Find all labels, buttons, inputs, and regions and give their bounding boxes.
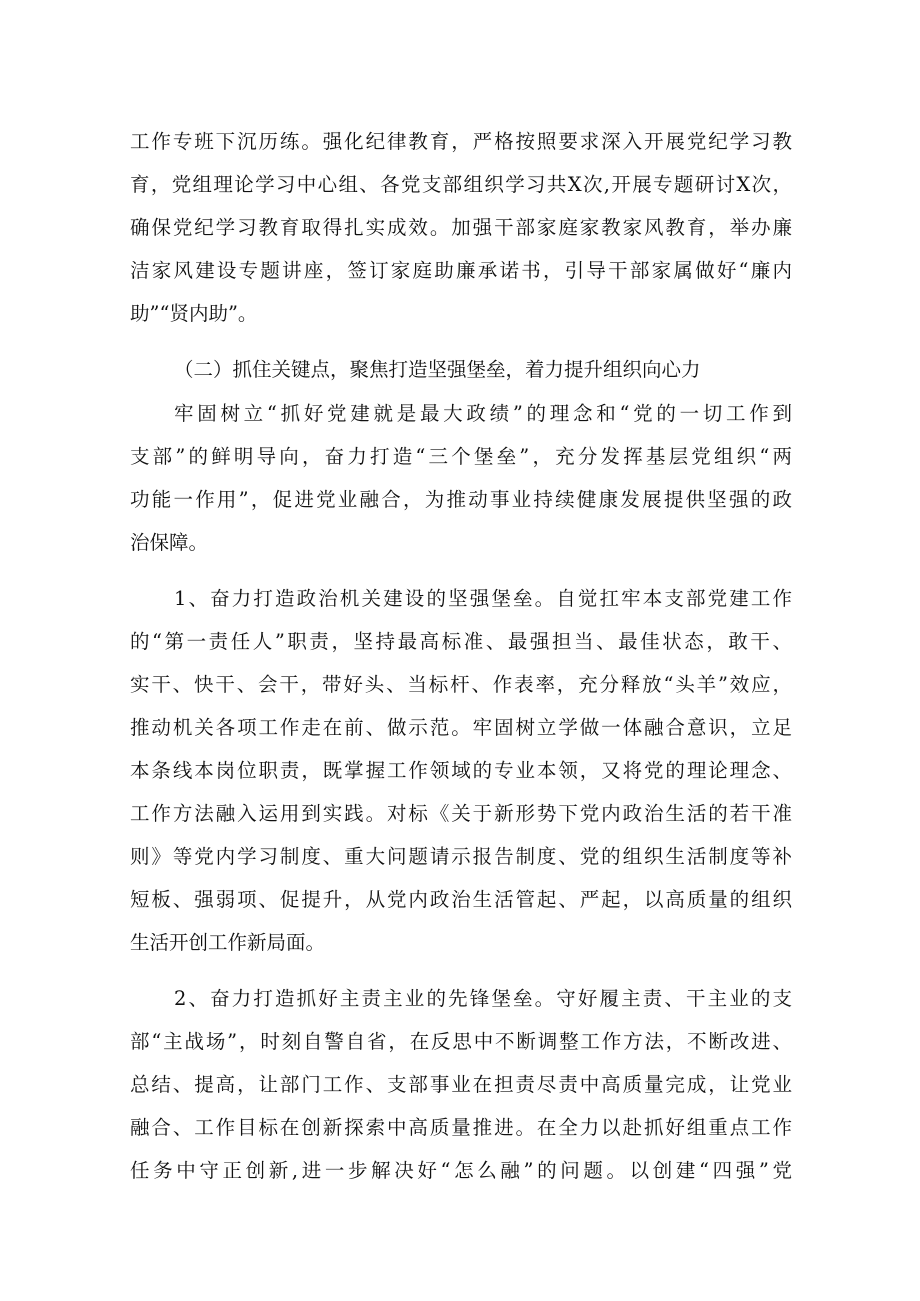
text-line: 则》等党内学习制度、重大问题请示报告制度、党的组织生活制度等补 <box>130 845 792 868</box>
text-line: 短板、强弱项、促提升，从党内政治生活管起、严起，以高质量的组织 <box>130 888 792 911</box>
text-line: 洁家风建设专题讲座，签订家庭助廉承诺书，引导干部家属做好“廉内 <box>130 259 792 282</box>
text-line: 治保障。 <box>130 531 209 554</box>
heading-line: （二）抓住关键点，聚焦打造坚强堡垒，着力提升组织向心力 <box>174 358 701 381</box>
document-body <box>130 120 792 1192</box>
text-line: 部“主战场”，时刻自警自省，在反思中不断调整工作方法，不断改进、 <box>130 1030 792 1053</box>
text-line: 功能一作用”，促进党业融合，为推动事业持续健康发展提供坚强的政 <box>130 488 792 511</box>
paragraph-vanguard-bastion <box>130 977 792 1192</box>
text-line: 任务中守正创新,进一步解决好“怎么融”的问题。以创建“四强”党 <box>130 1159 792 1182</box>
text-line: 支部”的鲜明导向，奋力打造“三个堡垒”，充分发挥基层党组织“两 <box>130 445 792 468</box>
text-line: 融合、工作目标在创新探索中高质量推进。在全力以赴抓好组重点工作 <box>130 1116 792 1139</box>
text-line: 推动机关各项工作走在前、做示范。牢固树立学做一体融合意识，立足 <box>130 716 792 739</box>
text-line: 1、奋力打造政治机关建设的坚强堡垒。自觉扛牢本支部党建工作 <box>174 587 792 610</box>
text-line: 本条线本岗位职责，既掌握工作领域的专业本领，又将党的理论理念、 <box>130 759 792 782</box>
paragraph-party-building-orientation <box>130 392 792 564</box>
paragraph-discipline-education <box>130 120 792 335</box>
text-line: 的“第一责任人”职责，坚持最高标准、最强担当、最佳状态，敢干、 <box>130 630 792 653</box>
text-line: 工作专班下沉历练。强化纪律教育，严格按照要求深入开展党纪学习教 <box>130 130 792 153</box>
paragraph-political-bastion <box>130 577 792 964</box>
text-line: 工作方法融入运用到实践。对标《关于新形势下党内政治生活的若干准 <box>130 802 792 825</box>
text-line: 牢固树立“抓好党建就是最大政绩”的理念和“党的一切工作到 <box>174 402 792 425</box>
text-line: 育，党组理论学习中心组、各党支部组织学习共X次,开展专题研讨X次， <box>130 173 792 196</box>
text-line: 确保党纪学习教育取得扎实成效。加强干部家庭家教家风教育，举办廉 <box>130 216 792 239</box>
text-line: 实干、快干、会干，带好头、当标杆、作表率，充分释放“头羊”效应， <box>130 673 792 696</box>
section-heading-2 <box>130 348 792 391</box>
text-line: 助”“贤内助”。 <box>130 302 258 325</box>
text-line: 总结、提高，让部门工作、支部事业在担责尽责中高质量完成，让党业 <box>130 1073 792 1096</box>
text-line: 2、奋力打造抓好主责主业的先锋堡垒。守好履主责、干主业的支 <box>174 987 792 1010</box>
text-line: 生活开创工作新局面。 <box>130 931 326 954</box>
